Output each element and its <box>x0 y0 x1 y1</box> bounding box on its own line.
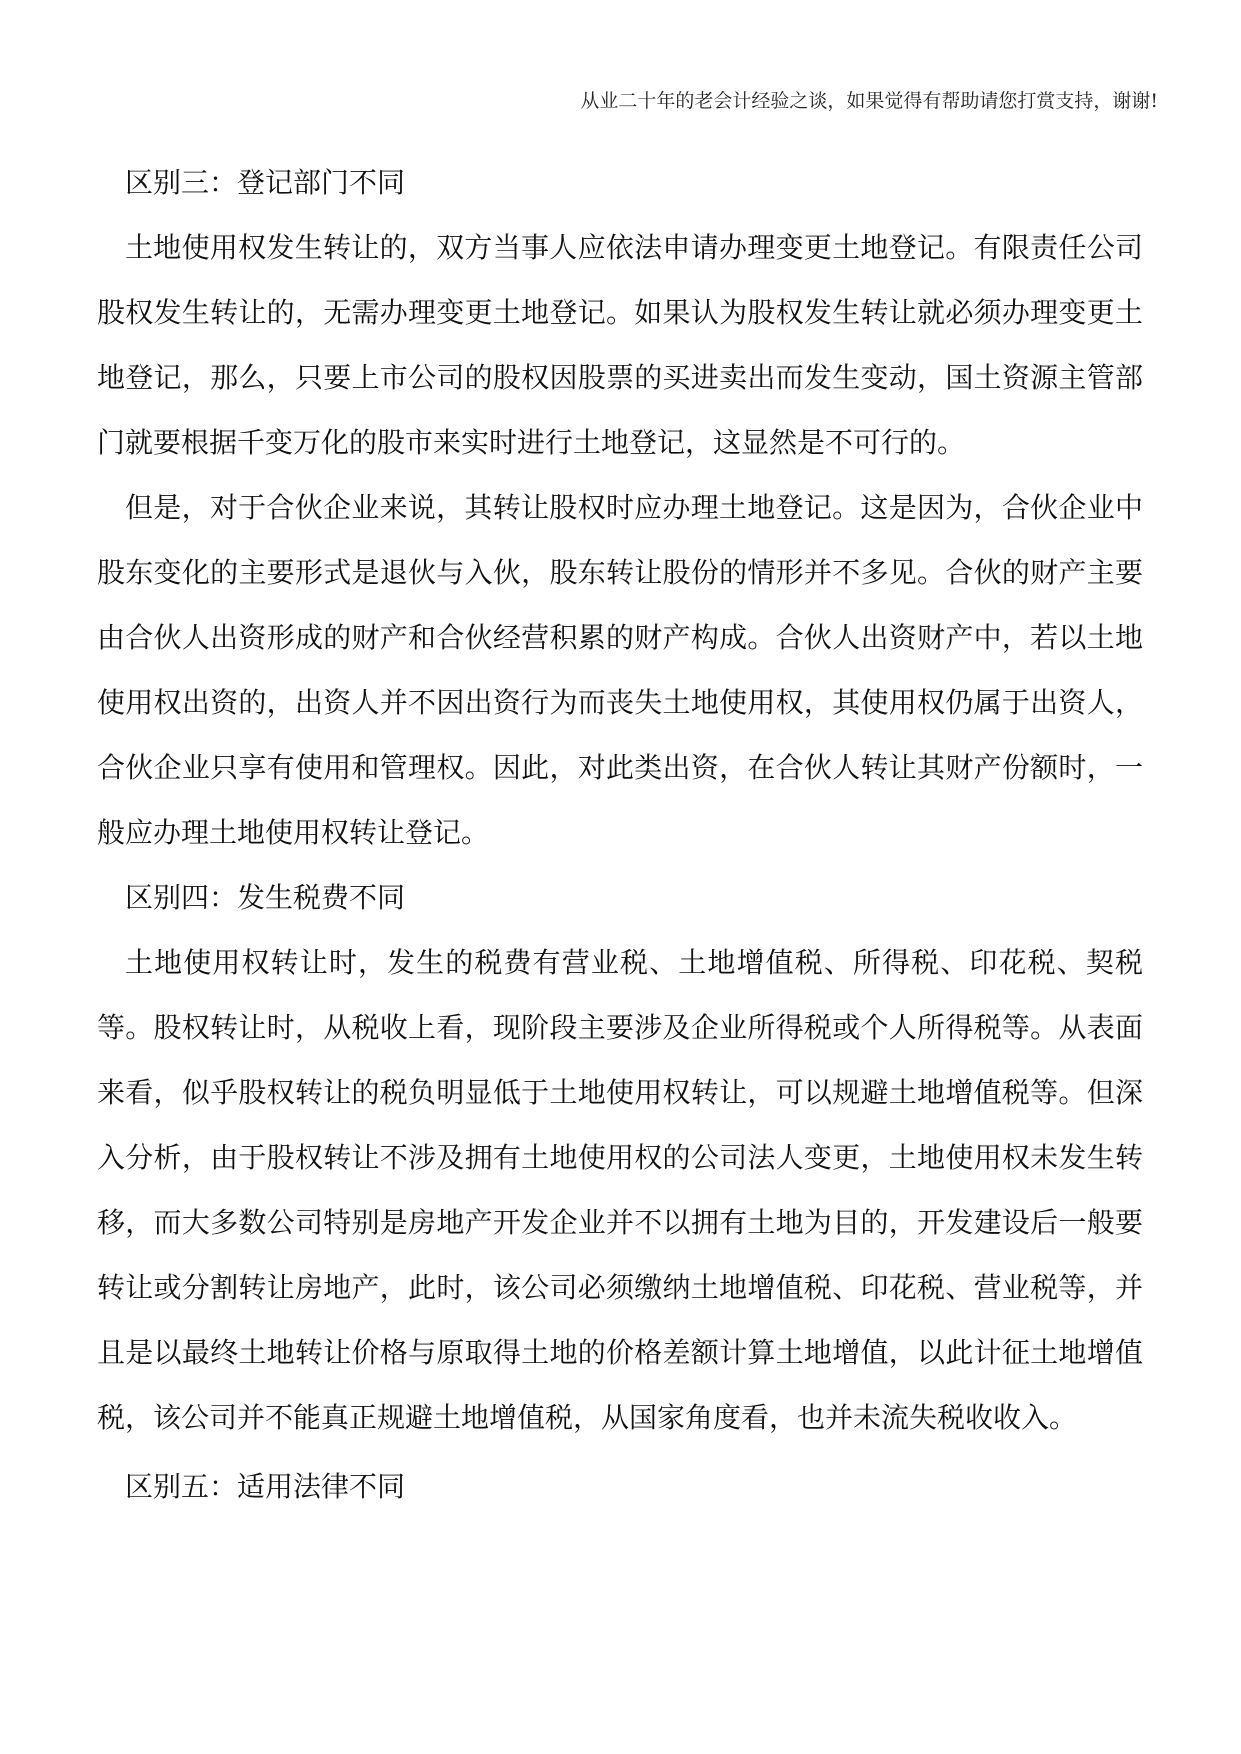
header-note: 从业二十年的老会计经验之谈，如果觉得有帮助请您打赏支持，谢谢! <box>580 90 1158 112</box>
section-4 <box>97 865 1143 1450</box>
section-3 <box>97 150 1143 865</box>
section-heading: 区别四：发生税费不同 <box>125 881 406 914</box>
paragraph: 土地使用权转让时，发生的税费有营业税、土地增值税、所得税、印花税、契税等。股权转让时，从税收上看，现阶段主要涉及企业所得税或个人所得税等。从表面来看，似乎股权转让的税负明显低于土地使用权转让，可以规避土地增值税等。但深入分析，由于股权转让不涉及拥有土地使用权的公司法人变更，土地使用权未发生转移，而大多数公司特别是房地产开发企业并不以拥有土地为目的，开发建设后一般要转让或分割转让房地产，此时，该公司必须缴纳土地增值税、印花税、营业税等，并且是以最终土地转让价格与原取得土地的价格差额计算土地增值，以此计征土地增值税，该公司并不能真正规避土地增值税，从国家角度看，也并未流失税收收入。 <box>97 946 1143 1434</box>
paragraph: 但是，对于合伙企业来说，其转让股权时应办理土地登记。这是因为，合伙企业中股东变化的主要形式是退伙与入伙，股东转让股份的情形并不多见。合伙的财产主要由合伙人出资形成的财产和合伙经营积累的财产构成。合伙人出资财产中，若以土地使用权出资的，出资人并不因出资行为而丧失土地使用权，其使用权仍属于出资人，合伙企业只享有使用和管理权。因此，对此类出资，在合伙人转让其财产份额时，一般应办理土地使用权转让登记。 <box>97 491 1143 849</box>
section-5 <box>97 1454 1143 1519</box>
document-body <box>97 150 1143 1519</box>
section-heading: 区别三：登记部门不同 <box>125 166 406 199</box>
section-heading: 区别五：适用法律不同 <box>125 1470 406 1503</box>
paragraph: 土地使用权发生转让的，双方当事人应依法申请办理变更土地登记。有限责任公司股权发生转让的，无需办理变更土地登记。如果认为股权发生转让就必须办理变更土地登记，那么，只要上市公司的股权因股票的买进卖出而发生变动，国土资源主管部门就要根据千变万化的股市来实时进行土地登记，这显然是不可行的。 <box>97 231 1143 459</box>
